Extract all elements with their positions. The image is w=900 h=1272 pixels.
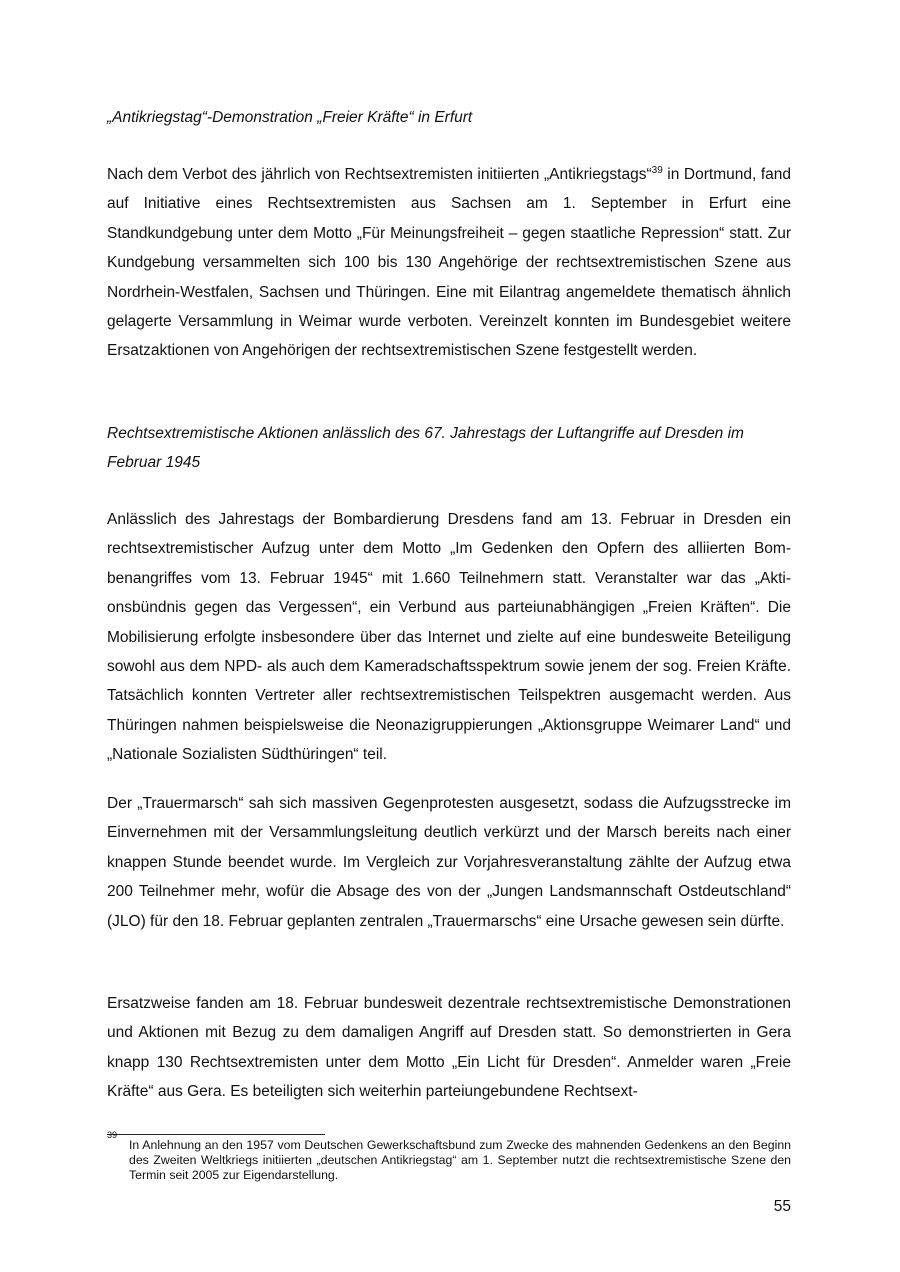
footnote: 39 In Anlehnung an den 1957 vom Deutschen Gewerkschaftsbund zum Zwecke des mahnenden Gedenkens an den Beginn des Zweiten Weltkriegs initiierten „deutschen Antikriegstag“ am 1. September nutzt die rechtsextremistische Szene den Termin seit 2005 zur Eigendarstellung.: [107, 1130, 791, 1183]
paragraph-dresden-aufzug: Anlässlich des Jahrestags der Bombardierung Dresdens fand am 13. Februar in Dresden ein rechtsextremistischer Aufzug unter dem Motto „Im Gedenken den Opfern des alliierten Bombenangriffes vom 13. Februar 1945“ mit 1.660 Teilnehmern statt. Veranstalter war das „Aktionsbündnis gegen das Vergessen“, ein Verbund aus parteiunabhängigen „Freien Kräften“. Die Mobilisierung erfolgte insbesondere über das Internet und zielte auf eine bundesweite Beteiligung sowohl aus dem NPD- als auch dem Kameradschaftsspektrum sowie jenem der sog. Freien Kräfte. Tatsächlich konnten Vertreter aller rechtsextremistischen Teilspektren ausgemacht werden. Aus Thüringen nahmen beispielsweise die Neonazigruppierungen „Aktionsgruppe Weimarer Land“ und „Nationale Sozialisten Südthüringen“ teil.: [107, 511, 791, 764]
section-heading-dresden: Rechtsextremistische Aktionen anlässlich des 67. Jahrestags der Luftangriffe auf Dresden im Februar 1945: [107, 425, 744, 471]
paragraph-antikriegstag-text-start: Nach dem Verbot des jährlich von Rechtsextremisten initiierten „Antikriegstags“: [107, 166, 652, 183]
paragraph-ersatzaktionen: Ersatzweise fanden am 18. Februar bundesweit dezentrale rechtsextremistische Demonstrationen und Aktionen mit Bezug zu dem damaligen Angriff auf Dresden statt. So demonstrierten in Gera knapp 130 Rechtsextremisten unter dem Motto „Ein Licht für Dresden“. Anmelder waren „Freie Kräfte“ aus Gera. Es beteiligten sich weiterhin parteiungebundene Rechtsext-: [107, 995, 791, 1101]
footnote-reference[interactable]: 39: [651, 165, 663, 176]
footnote-separator: [107, 1134, 325, 1135]
paragraph-trauermarsch: Der „Trauermarsch“ sah sich massiven Gegenprotesten ausgesetzt, sodass die Aufzugsstrecke im Einvernehmen mit der Versammlungsleitung deutlich verkürzt und der Marsch bereits nach einer knappen Stunde beendet wurde. Im Vergleich zur Vorjahresveranstaltung zählte der Aufzug etwa 200 Teilnehmer mehr, wofür die Absage des von der „Jungen Landsmannschaft Ostdeutschland“ (JLO) für den 18. Februar geplanten zentralen „Trauermarschs“ eine Ursache gewesen sein dürfte.: [107, 795, 791, 930]
document-page: [107, 0, 791, 1272]
paragraph-antikriegstag: [107, 160, 791, 366]
page-number: 55: [773, 1198, 791, 1215]
paragraph-antikriegstag-text-end: in Dortmund, fand auf Initiative eines Rechtsextremisten aus Sachsen am 1. September in Erfurt eine Standkundgebung unter dem Motto „Für Meinungsfreiheit – gegen staatliche Repression“ statt. Zur Kundgebung versammelten sich 100 bis 130 Angehörige der rechtsextremistischen Szene aus Nordrhein-Westfalen, Sachsen und Thüringen. Eine mit Eilantrag angemeldete thematisch ähnlich gelagerte Versammlung in Weimar wurde verboten. Vereinzelt konnten im Bundesgebiet weitere Ersatzaktionen von Angehörigen der rechtsextremistischen Szene festgestellt werden.: [107, 166, 791, 360]
section-heading-antikriegstag: „Antikriegstag“-Demonstration „Freier Kräfte“ in Erfurt: [107, 109, 473, 126]
footnote-text: In Anlehnung an den 1957 vom Deutschen Gewerkschaftsbund zum Zwecke des mahnenden Gedenkens an den Beginn des Zweiten Weltkriegs initiierten „deutschen Antikriegstag“ am 1. September nutzt die rechtsextremistische Szene den Termin seit 2005 zur Eigendarstellung.: [129, 1138, 791, 1183]
